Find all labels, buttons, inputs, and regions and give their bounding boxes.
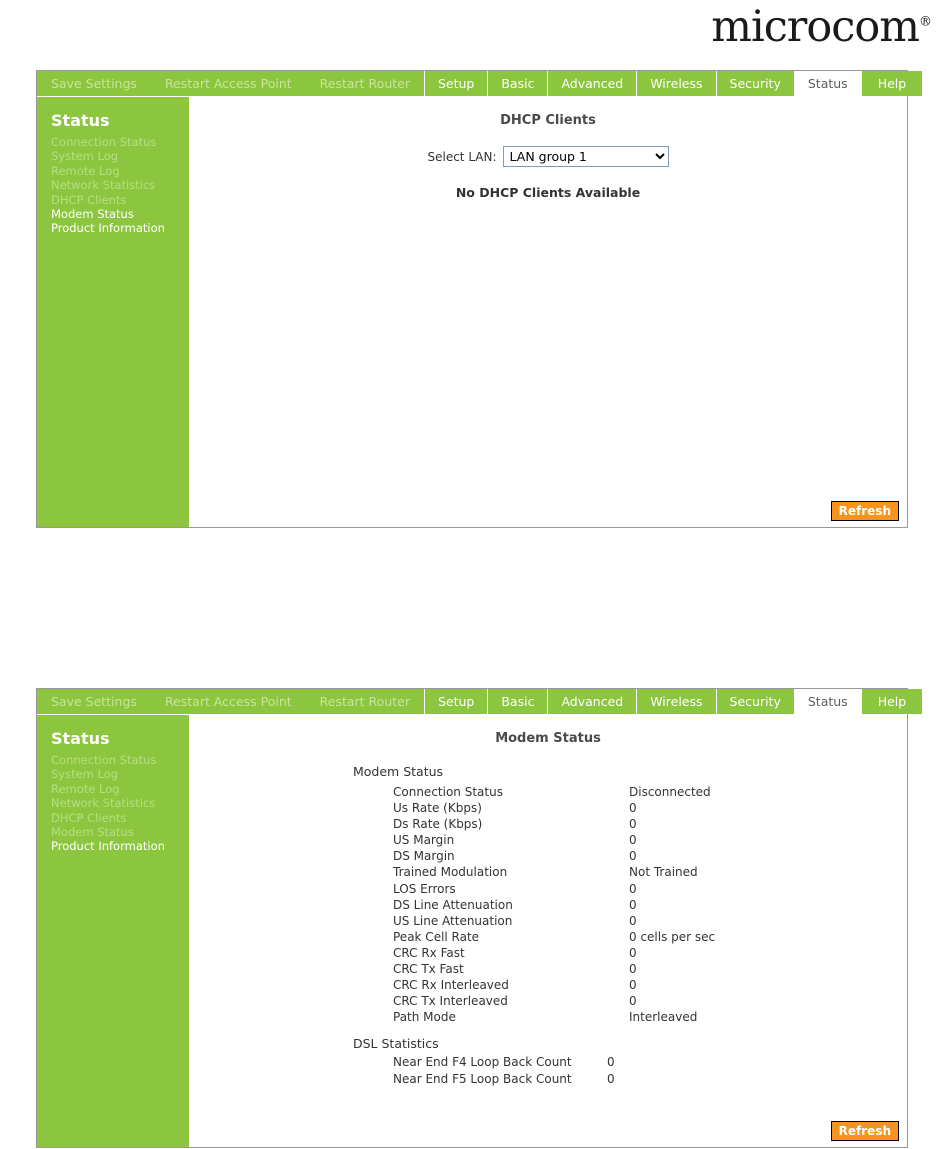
table-row xyxy=(393,946,715,962)
row-value: Not Trained xyxy=(629,865,698,880)
tab-setup[interactable]: Setup xyxy=(424,689,487,714)
dhcp-body xyxy=(37,97,907,527)
row-value: 0 xyxy=(607,1071,615,1086)
sidebar-item-dhcp-clients[interactable]: DHCP Clients xyxy=(51,192,127,207)
dhcp-content xyxy=(189,97,907,527)
select-lan-dropdown[interactable] xyxy=(503,146,669,167)
row-value: Disconnected xyxy=(629,785,711,799)
save-settings-button[interactable]: Save Settings xyxy=(51,694,137,709)
row-label: Path Mode xyxy=(393,1010,456,1025)
row-value: 0 xyxy=(629,994,637,1009)
tab-wireless[interactable]: Wireless xyxy=(636,71,715,96)
sidebar-item-connection-status[interactable]: Connection Status xyxy=(51,135,157,149)
row-value: 0 xyxy=(629,913,637,928)
modem-status-section-label: Modem Status xyxy=(353,764,444,779)
table-row xyxy=(393,849,715,865)
row-value: 0 xyxy=(629,962,637,977)
sidebar-item-connection-status[interactable]: Connection Status xyxy=(51,753,157,767)
row-label: CRC Tx Fast xyxy=(393,962,464,977)
nav-tabs xyxy=(424,71,922,96)
tab-basic[interactable]: Basic xyxy=(487,71,547,96)
row-value: 0 xyxy=(629,849,637,864)
row-label: CRC Rx Fast xyxy=(393,945,465,960)
modem-content xyxy=(189,715,907,1147)
bottom-navbar xyxy=(37,689,907,715)
table-row xyxy=(393,898,715,914)
table-row xyxy=(393,1010,715,1026)
sidebar-title: Status xyxy=(51,111,110,130)
sidebar-dhcp xyxy=(37,97,189,527)
row-value: Interleaved xyxy=(629,1010,698,1025)
modem-status-table xyxy=(393,785,715,1026)
tab-advanced[interactable]: Advanced xyxy=(547,71,636,96)
sidebar-modem xyxy=(37,715,189,1147)
nav-actions xyxy=(37,71,424,96)
sidebar-item-modem-status[interactable]: Modem Status xyxy=(51,825,134,840)
row-value: 0 xyxy=(629,945,637,960)
modem-status-panel xyxy=(36,688,908,1148)
row-value: 0 cells per sec xyxy=(629,929,716,944)
row-label: Trained Modulation xyxy=(393,865,508,880)
row-value: 0 xyxy=(607,1055,615,1070)
dsl-statistics-section-label: DSL Statistics xyxy=(353,1036,439,1052)
row-label: DS Margin xyxy=(393,849,455,864)
row-label: Connection Status xyxy=(393,785,503,799)
restart-access-point-button[interactable]: Restart Access Point xyxy=(164,694,292,709)
table-row xyxy=(393,914,715,930)
dhcp-clients-panel xyxy=(36,70,908,528)
row-label: CRC Tx Interleaved xyxy=(393,994,508,1009)
nav-actions-bottom xyxy=(37,689,424,714)
row-value: 0 xyxy=(629,978,637,993)
nav-tabs-bottom xyxy=(424,689,922,714)
no-dhcp-clients-message: No DHCP Clients Available xyxy=(455,185,641,200)
sidebar-item-product-information[interactable]: Product Information xyxy=(51,221,165,236)
sidebar-item-network-statistics[interactable]: Network Statistics xyxy=(51,178,156,193)
row-label: US Line Attenuation xyxy=(393,913,513,928)
tab-help[interactable]: Help xyxy=(861,689,923,714)
dsl-statistics-table xyxy=(393,1055,615,1087)
row-value: 0 xyxy=(629,881,637,896)
tab-setup[interactable]: Setup xyxy=(424,71,487,96)
sidebar-item-product-information[interactable]: Product Information xyxy=(51,839,165,854)
table-row xyxy=(393,833,715,849)
row-label: Ds Rate (Kbps) xyxy=(393,817,483,832)
table-row xyxy=(393,978,715,994)
row-value: 0 xyxy=(629,801,637,816)
top-navbar xyxy=(37,71,907,97)
sidebar-item-remote-log[interactable]: Remote Log xyxy=(51,163,120,178)
restart-router-button[interactable]: Restart Router xyxy=(319,694,410,709)
table-row xyxy=(393,882,715,898)
sidebar-item-system-log[interactable]: System Log xyxy=(51,767,119,782)
tab-status[interactable]: Status xyxy=(794,689,861,714)
restart-router-button[interactable]: Restart Router xyxy=(319,76,410,91)
microcom-logo xyxy=(711,2,931,52)
sidebar-item-remote-log[interactable]: Remote Log xyxy=(51,781,120,796)
row-label: Near End F5 Loop Back Count xyxy=(393,1071,572,1086)
table-row xyxy=(393,785,715,801)
page-title-modem: Modem Status xyxy=(495,731,601,746)
tab-basic[interactable]: Basic xyxy=(487,689,547,714)
brand-header xyxy=(0,0,941,58)
brand-name: microcom xyxy=(711,2,919,52)
tab-advanced[interactable]: Advanced xyxy=(547,689,636,714)
restart-access-point-button[interactable]: Restart Access Point xyxy=(164,76,292,91)
table-row xyxy=(393,817,715,833)
refresh-button-dhcp[interactable]: Refresh xyxy=(831,501,899,521)
table-row xyxy=(393,962,715,978)
page-title-dhcp: DHCP Clients xyxy=(500,113,596,128)
table-row xyxy=(393,865,715,881)
table-row xyxy=(393,1055,615,1071)
row-label: Us Rate (Kbps) xyxy=(393,801,482,816)
registered-mark: ® xyxy=(919,14,931,30)
row-label: Near End F4 Loop Back Count xyxy=(393,1055,572,1070)
table-row xyxy=(393,1072,615,1088)
modem-body xyxy=(37,715,907,1147)
sidebar-title: Status xyxy=(51,729,110,748)
tab-help[interactable]: Help xyxy=(861,71,923,96)
table-row xyxy=(393,801,715,817)
tab-status[interactable]: Status xyxy=(794,71,861,96)
row-label: Peak Cell Rate xyxy=(393,929,480,944)
sidebar-item-system-log[interactable]: System Log xyxy=(51,149,119,164)
table-row xyxy=(393,994,715,1010)
row-value: 0 xyxy=(629,833,637,848)
sidebar-item-network-statistics[interactable]: Network Statistics xyxy=(51,796,156,811)
row-label: LOS Errors xyxy=(393,881,456,896)
sidebar-item-modem-status[interactable]: Modem Status xyxy=(51,207,134,222)
tab-wireless[interactable]: Wireless xyxy=(636,689,715,714)
tab-security[interactable]: Security xyxy=(716,71,794,96)
row-value: 0 xyxy=(629,817,637,832)
sidebar-item-dhcp-clients[interactable]: DHCP Clients xyxy=(51,810,127,825)
refresh-button-modem[interactable]: Refresh xyxy=(831,1121,899,1141)
row-value: 0 xyxy=(629,897,637,912)
select-lan-label: Select LAN: xyxy=(427,149,497,164)
select-lan-row xyxy=(189,146,907,167)
save-settings-button[interactable]: Save Settings xyxy=(51,76,137,91)
row-label: CRC Rx Interleaved xyxy=(393,978,509,993)
table-row xyxy=(393,930,715,946)
row-label: US Margin xyxy=(393,833,455,848)
tab-security[interactable]: Security xyxy=(716,689,794,714)
row-label: DS Line Attenuation xyxy=(393,897,513,912)
